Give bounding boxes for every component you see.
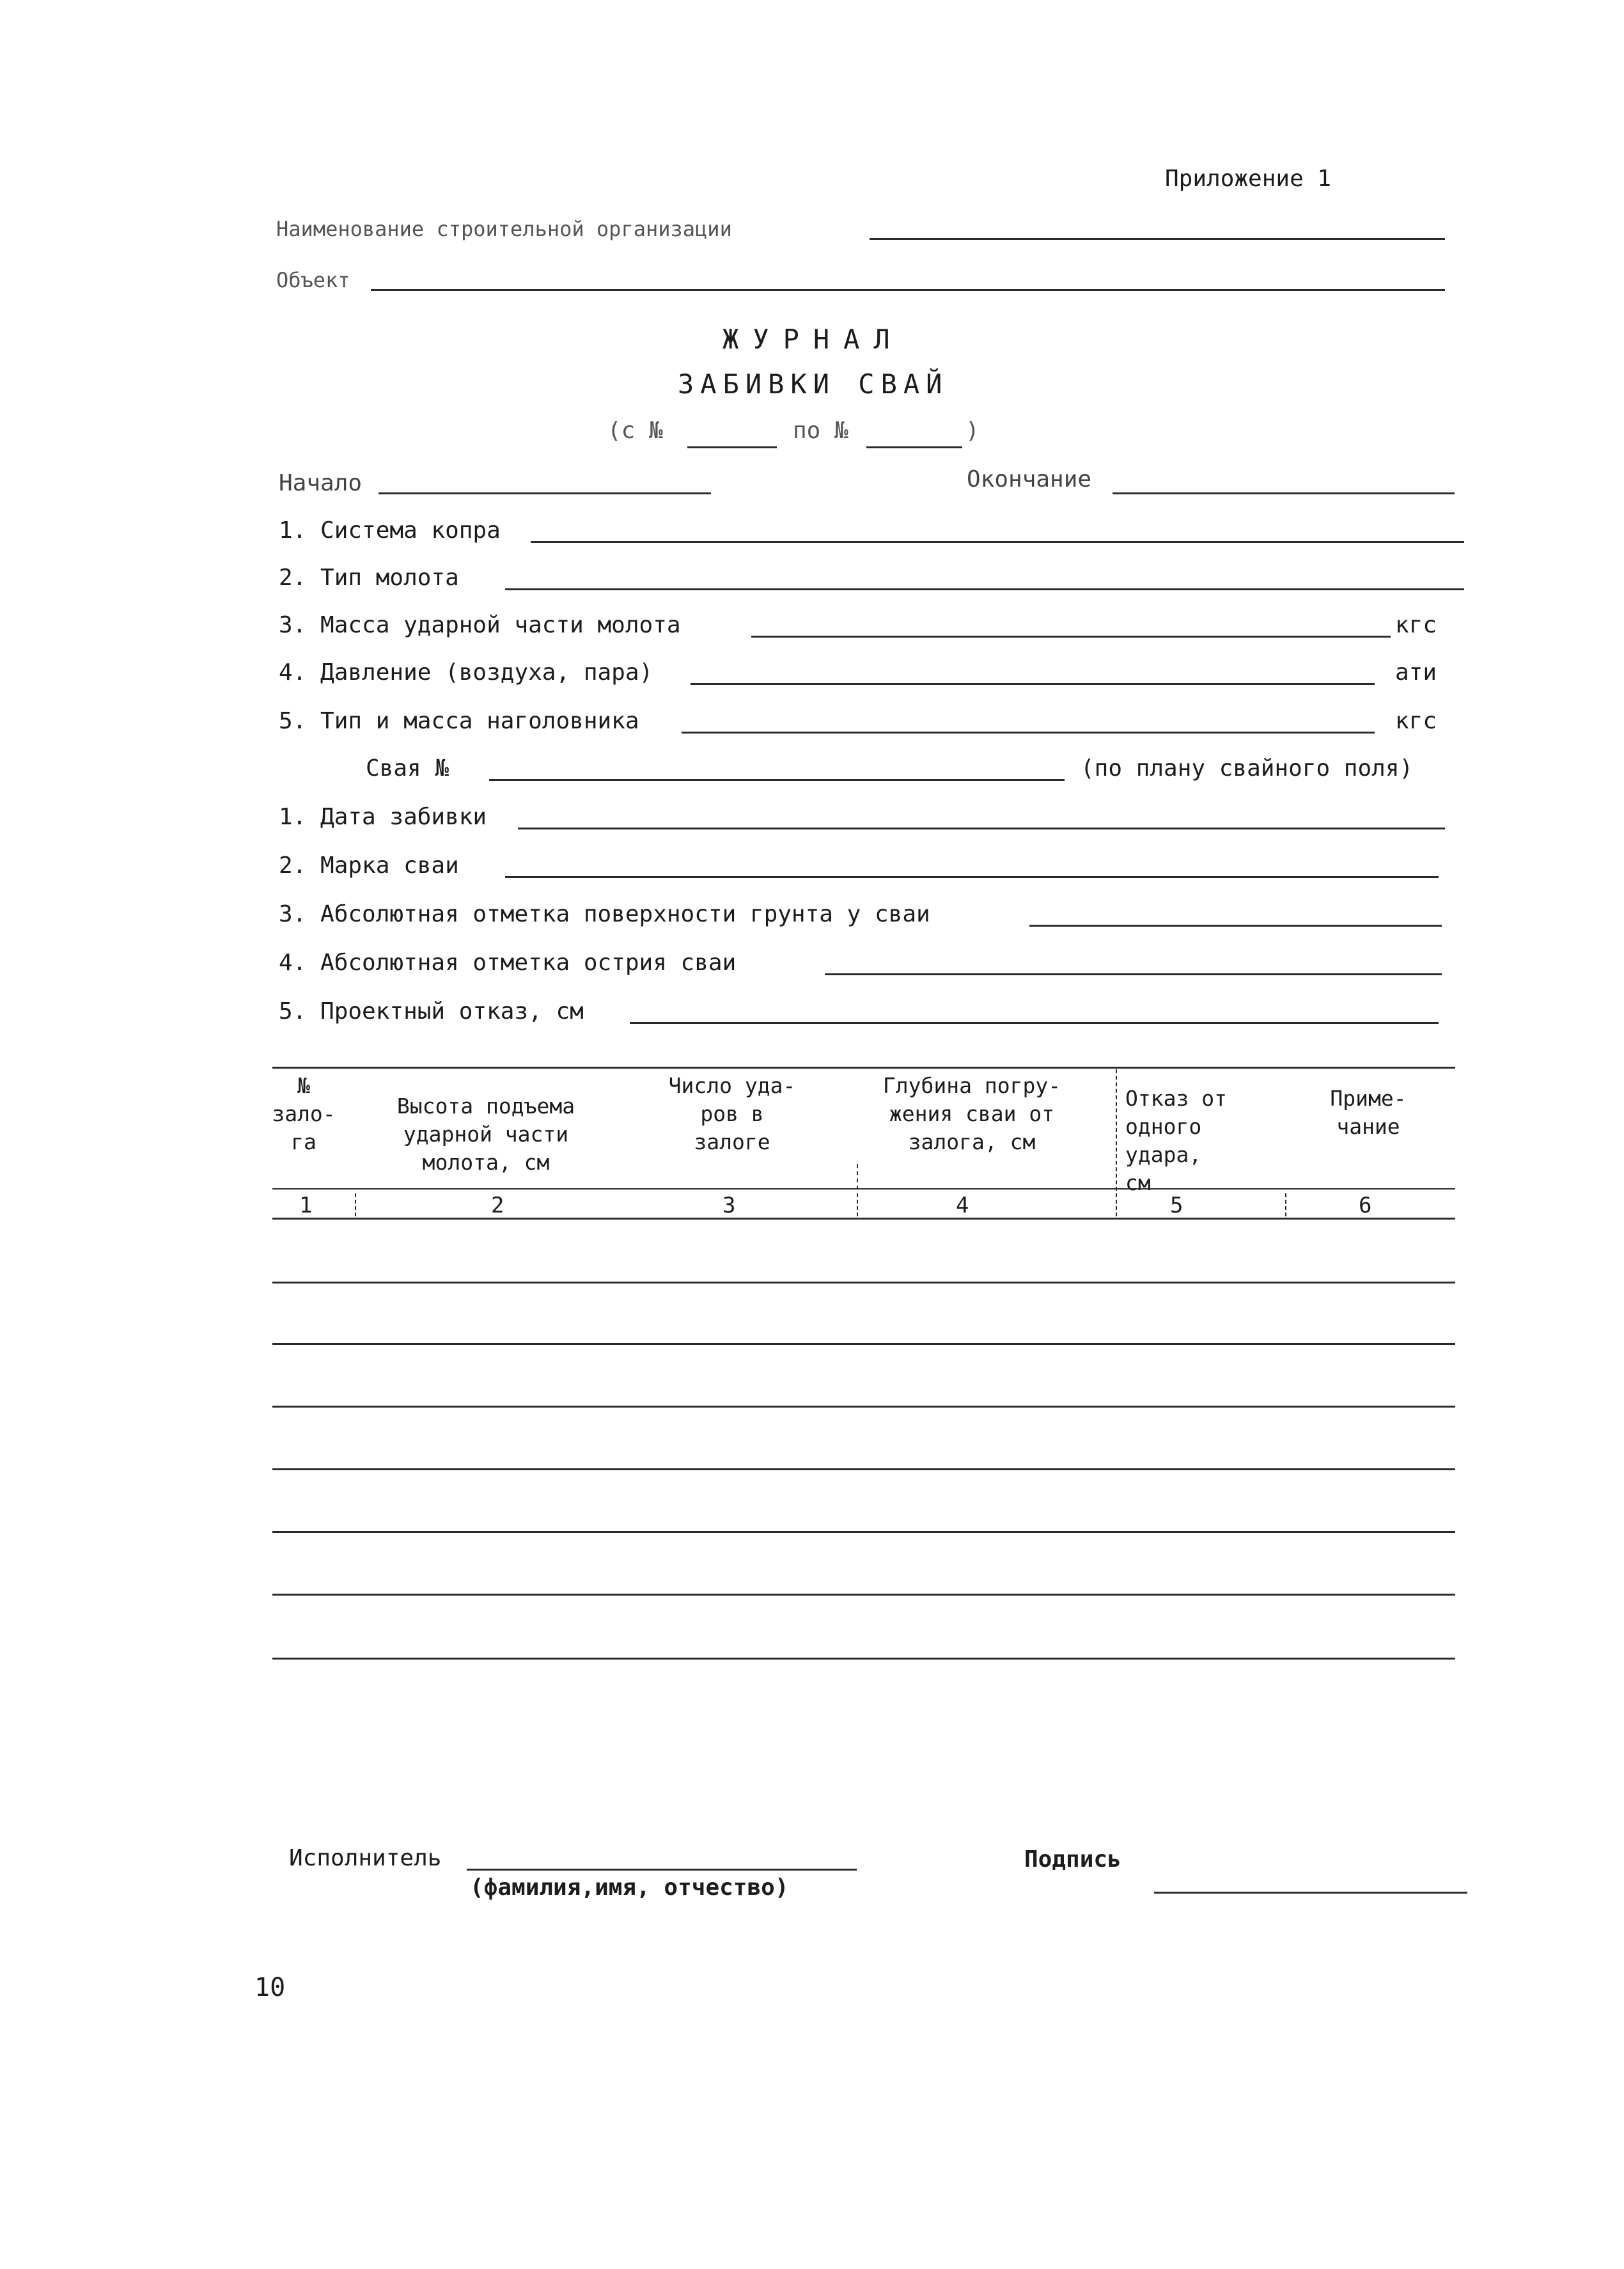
table-row[interactable] <box>272 1594 1455 1596</box>
table-row[interactable] <box>272 1531 1455 1533</box>
pile-field-3[interactable] <box>1029 925 1442 927</box>
pile-field-3-label: 3. Абсолютная отметка поверхности грунта у сваи <box>279 901 930 927</box>
column-separator <box>857 1193 858 1216</box>
pile-field-2[interactable] <box>505 876 1439 878</box>
range-suffix: ) <box>965 418 980 444</box>
pile-number-field[interactable] <box>489 779 1065 781</box>
equipment-4-field[interactable] <box>691 683 1375 685</box>
column-separator <box>857 1164 858 1189</box>
column-separator <box>355 1193 356 1216</box>
table-row[interactable] <box>272 1282 1455 1284</box>
org-field[interactable] <box>870 238 1445 240</box>
column-header-1: № зало- га <box>272 1073 336 1154</box>
pile-field-5-label: 5. Проектный отказ, см <box>279 998 584 1025</box>
column-index-3: 3 <box>722 1193 736 1218</box>
pile-field-2-label: 2. Марка сваи <box>279 852 459 879</box>
column-header-6: Приме- чание <box>1330 1086 1407 1139</box>
column-index-6: 6 <box>1359 1193 1372 1218</box>
equipment-5-unit: кгс <box>1395 708 1437 734</box>
equipment-5-label: 5. Тип и масса наголовника <box>279 708 639 734</box>
journal-subtitle: ЗАБИВКИ СВАЙ <box>678 368 949 400</box>
column-header-4: Глубина погру- жения сваи от залога, см <box>882 1073 1061 1154</box>
pile-field-1-label: 1. Дата забивки <box>279 804 487 830</box>
object-label: Объект <box>276 268 350 292</box>
column-index-5: 5 <box>1170 1193 1183 1218</box>
equipment-1-label: 1. Система копра <box>279 517 501 544</box>
range-prefix: (с № <box>607 418 663 444</box>
pile-field-5[interactable] <box>630 1022 1439 1024</box>
executor-label: Исполнитель <box>289 1845 442 1871</box>
range-mid: по № <box>793 418 848 444</box>
equipment-5-field[interactable] <box>682 732 1375 734</box>
column-separator <box>1285 1193 1286 1216</box>
table-row[interactable] <box>272 1406 1455 1408</box>
pile-field-1[interactable] <box>518 828 1445 829</box>
appendix-label: Приложение 1 <box>1165 166 1332 192</box>
range-to-field[interactable] <box>866 446 962 448</box>
end-field[interactable] <box>1113 492 1455 494</box>
executor-field[interactable] <box>467 1869 857 1871</box>
range-from-field[interactable] <box>687 446 777 448</box>
equipment-2-field[interactable] <box>505 588 1464 590</box>
column-index-1: 1 <box>299 1193 313 1218</box>
column-index-4: 4 <box>956 1193 969 1218</box>
index-bottom-rule <box>272 1218 1455 1220</box>
column-separator <box>1116 1193 1117 1216</box>
start-label: Начало <box>279 470 363 496</box>
equipment-4-label: 4. Давление (воздуха, пара) <box>279 659 653 686</box>
equipment-4-unit: ати <box>1395 659 1437 686</box>
start-field[interactable] <box>379 492 711 494</box>
table-top-rule <box>272 1067 1455 1069</box>
org-label: Наименование строительной организации <box>276 217 732 241</box>
column-separator <box>1116 1069 1117 1191</box>
column-header-2: Высота подъема ударной части молота, см <box>396 1094 575 1175</box>
signature-field[interactable] <box>1154 1892 1467 1894</box>
table-row[interactable] <box>272 1468 1455 1470</box>
column-header-3: Число уда- ров в залоге <box>668 1073 796 1154</box>
page-number: 10 <box>254 1973 286 2002</box>
pile-number-label: Свая № <box>366 755 449 781</box>
executor-hint: (фамилия,имя, отчество) <box>470 1874 789 1901</box>
pile-note: (по плану свайного поля) <box>1081 755 1414 781</box>
end-label: Окончание <box>967 466 1092 492</box>
pile-field-4[interactable] <box>825 973 1442 975</box>
column-index-2: 2 <box>491 1193 504 1218</box>
equipment-1-field[interactable] <box>531 541 1464 543</box>
signature-label: Подпись <box>1024 1846 1121 1873</box>
pile-field-4-label: 4. Абсолютная отметка острия сваи <box>279 950 737 976</box>
object-field[interactable] <box>371 289 1445 291</box>
journal-title: ЖУРНАЛ <box>722 324 904 355</box>
equipment-3-field[interactable] <box>751 636 1391 638</box>
equipment-3-unit: кгс <box>1395 612 1437 638</box>
equipment-2-label: 2. Тип молота <box>279 565 459 591</box>
table-row[interactable] <box>272 1658 1455 1660</box>
equipment-3-label: 3. Масса ударной части молота <box>279 612 681 638</box>
table-row[interactable] <box>272 1343 1455 1345</box>
header-bottom-rule <box>272 1188 1455 1189</box>
column-header-5: Отказ от одного удара, см <box>1125 1086 1227 1195</box>
